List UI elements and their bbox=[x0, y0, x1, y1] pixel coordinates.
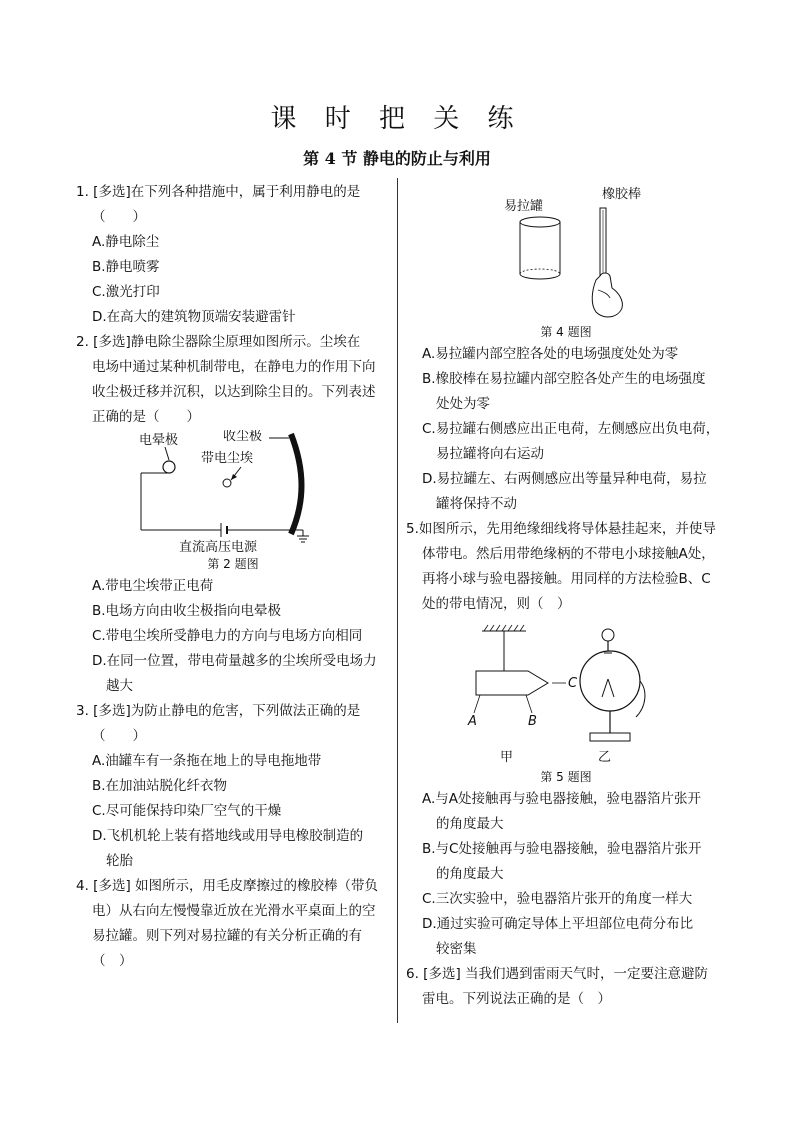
q5-conductor bbox=[476, 671, 548, 695]
q5-stem-line: 体带电。然后用带绝缘柄的不带电小球接触A处， bbox=[422, 546, 715, 562]
q1-option-a: A.静电除尘 bbox=[92, 234, 160, 250]
q5-option-d-cont: 较密集 bbox=[436, 941, 477, 957]
q3-option-d: D.飞机机轮上装有搭地线或用导电橡胶制造的 bbox=[92, 828, 364, 844]
q2-collector-plate bbox=[291, 434, 302, 534]
q6-stem-line: 雷电。下列说法正确的是（ ） bbox=[422, 991, 611, 1007]
q2-option-d: D.在同一位置，带电荷量越多的尘埃所受电场力 bbox=[92, 653, 377, 669]
q5-option-d: D.通过实验可确定导体上平坦部位电荷分布比 bbox=[422, 916, 694, 932]
q1-option-c: C.激光打印 bbox=[92, 284, 160, 300]
q5-option-c: C.三次实验中，验电器箔片张开的角度一样大 bbox=[422, 891, 693, 907]
q5-label-b: B bbox=[528, 714, 537, 729]
question-4-stem bbox=[76, 874, 390, 974]
q4-option-c-cont: 易拉罐将向右运动 bbox=[436, 446, 544, 462]
q2-option-d-cont: 越大 bbox=[106, 678, 133, 694]
q2-figure-electrostatic-precipitator bbox=[133, 430, 333, 554]
q4-stem-line: 4. [多选] 如图所示，用毛皮摩擦过的橡胶棒（带负 bbox=[76, 878, 378, 894]
question-2 bbox=[76, 330, 390, 699]
q2-stem-line: 正确的是（ ） bbox=[92, 409, 200, 425]
q5-stem-line: 处的带电情况，则（ ） bbox=[422, 596, 571, 612]
q2-label-dust: 带电尘埃 bbox=[201, 451, 254, 466]
q4-option-b-cont: 处处为零 bbox=[436, 396, 490, 412]
q5-option-a-cont: 的角度最大 bbox=[436, 816, 504, 832]
left-column bbox=[76, 180, 390, 974]
q2-option-b: B.电场方向由收尘极指向电晕极 bbox=[92, 603, 282, 619]
column-divider bbox=[397, 178, 398, 1023]
q6-stem-line: 6. [多选] 当我们遇到雷雨天气时，一定要注意避防 bbox=[406, 966, 708, 982]
q3-option-b: B.在加油站脱化纤衣物 bbox=[92, 778, 228, 794]
q3-option-c: C.尽可能保持印染厂空气的干燥 bbox=[92, 803, 282, 819]
q1-option-d: D.在高大的建筑物顶端安装避雷针 bbox=[92, 309, 296, 325]
q2-label-collector: 收尘极 bbox=[223, 430, 263, 444]
question-3 bbox=[76, 699, 390, 874]
q5-electroscope bbox=[580, 629, 645, 741]
section-title: 第 4 节 静电的防止与利用 bbox=[303, 149, 491, 168]
q4-option-d-cont: 罐将保持不动 bbox=[436, 496, 517, 512]
q4-option-c: C.易拉罐右侧感应出正电荷，左侧感应出负电荷， bbox=[422, 421, 720, 437]
right-column bbox=[406, 180, 726, 1012]
q2-caption: 第 2 题图 bbox=[207, 557, 259, 571]
q4-can bbox=[520, 217, 560, 279]
q1-answer-paren: （ ） bbox=[92, 209, 146, 225]
q4-option-d: D.易拉罐左、右两侧感应出等量异种电荷，易拉 bbox=[422, 471, 707, 487]
question-1 bbox=[76, 180, 390, 330]
q4-figure-can-and-rod bbox=[466, 180, 666, 322]
q5-figure-conductor-and-electroscope bbox=[456, 617, 676, 767]
q2-option-c: C.带电尘埃所受静电力的方向与电场方向相同 bbox=[92, 628, 363, 644]
q5-label-yi: 乙 bbox=[598, 750, 612, 765]
question-5 bbox=[406, 517, 726, 962]
q2-discharge-electrode bbox=[163, 461, 175, 473]
q4-caption: 第 4 题图 bbox=[540, 325, 592, 339]
q2-stem-line: 2. [多选]静电除尘器除尘原理如图所示。尘埃在 bbox=[76, 334, 361, 350]
q5-label-a: A bbox=[468, 714, 477, 729]
q4-option-b: B.橡胶棒在易拉罐内部空腔各处产生的电场强度 bbox=[422, 371, 706, 387]
q2-option-a: A.带电尘埃带正电荷 bbox=[92, 578, 214, 594]
q5-option-b: B.与C处接触再与验电器接触，验电器箔片张开 bbox=[422, 841, 702, 857]
q2-stem-line: 收尘极迁移并沉积，以达到除尘目的。下列表述 bbox=[92, 384, 376, 400]
q5-label-jia: 甲 bbox=[500, 750, 514, 765]
q5-caption: 第 5 题图 bbox=[540, 770, 592, 784]
q4-label-can: 易拉罐 bbox=[504, 199, 544, 214]
q4-option-a: A.易拉罐内部空腔各处的电场强度处处为零 bbox=[422, 346, 679, 362]
q3-option-a: A.油罐车有一条拖在地上的导电拖地带 bbox=[92, 753, 322, 769]
question-6 bbox=[406, 962, 726, 1012]
q5-option-b-cont: 的角度最大 bbox=[436, 866, 504, 882]
q5-label-c: C bbox=[568, 676, 578, 691]
q4-label-rod: 橡胶棒 bbox=[602, 187, 642, 202]
q5-stem-line: 5.如图所示，先用绝缘细线将导体悬挂起来，并使导 bbox=[406, 521, 716, 537]
q5-option-a: A.与A处接触再与验电器接触，验电器箔片张开 bbox=[422, 791, 702, 807]
q2-dust-particle bbox=[223, 479, 231, 487]
q4-stem-line: 电）从右向左慢慢靠近放在光滑水平桌面上的空 bbox=[92, 903, 376, 919]
q5-stem-line: 再将小球与验电器接触。用同样的方法检验B、C bbox=[422, 571, 711, 587]
page-title: 课 时 把 关 练 bbox=[270, 104, 524, 134]
q3-answer-paren: （ ） bbox=[92, 728, 146, 744]
q2-stem-line: 电场中通过某种机制带电，在静电力的作用下向 bbox=[92, 359, 376, 375]
q3-option-d-cont: 轮胎 bbox=[106, 853, 133, 869]
q4-stem-line: （ ） bbox=[92, 953, 133, 969]
q2-label-power-source: 直流高压电源 bbox=[179, 540, 258, 554]
q3-stem: 3. [多选]为防止静电的危害，下列做法正确的是 bbox=[76, 703, 361, 719]
q1-stem: 1. [多选]在下列各种措施中，属于利用静电的是 bbox=[76, 184, 361, 200]
q1-option-b: B.静电喷雾 bbox=[92, 259, 160, 275]
q4-stem-line: 易拉罐。则下列对易拉罐的有关分析正确的有 bbox=[92, 928, 362, 944]
q2-label-discharge-electrode: 电晕极 bbox=[139, 433, 179, 448]
